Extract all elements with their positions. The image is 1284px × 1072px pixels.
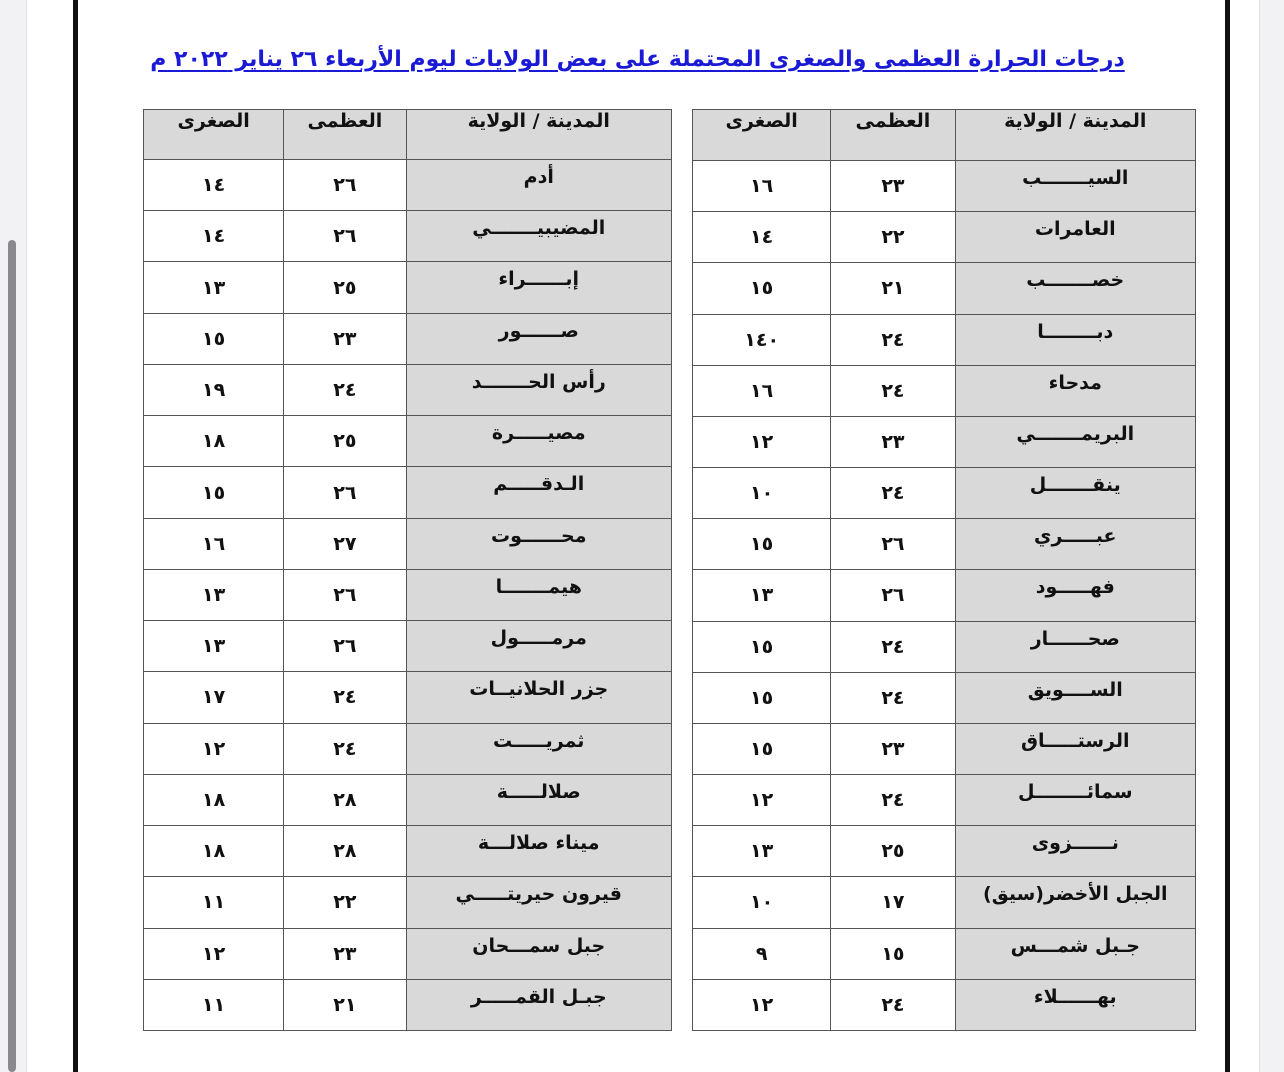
max-temp-cell: ٢٦ bbox=[284, 569, 406, 620]
min-temp-cell: ١٨ bbox=[144, 416, 284, 467]
max-temp-cell: ٢٣ bbox=[831, 416, 955, 467]
min-temp-cell: ١٢ bbox=[144, 723, 284, 774]
max-temp-cell: ٢٣ bbox=[831, 161, 955, 212]
city-cell: جزر الحلانيــات bbox=[406, 672, 672, 723]
min-temp-cell: ١٤ bbox=[144, 211, 284, 262]
table-row bbox=[144, 826, 672, 877]
temperature-table-left bbox=[143, 109, 672, 1031]
city-cell: ينقـــــــل bbox=[955, 468, 1195, 519]
min-temp-cell: ١٩ bbox=[144, 364, 284, 415]
table-row bbox=[693, 212, 1196, 263]
city-cell: الـدقـــــم bbox=[406, 467, 672, 518]
city-cell: ميناء صلالـــة bbox=[406, 826, 672, 877]
max-temp-cell: ٢٤ bbox=[831, 672, 955, 723]
city-cell: إبــــــراء bbox=[406, 262, 672, 313]
min-temp-cell: ١٥ bbox=[144, 313, 284, 364]
header-max: العظمى bbox=[831, 110, 955, 161]
max-temp-cell: ٢٧ bbox=[284, 518, 406, 569]
table-row bbox=[144, 262, 672, 313]
max-temp-cell: ٢٦ bbox=[284, 467, 406, 518]
temperature-table-right bbox=[692, 109, 1196, 1031]
city-cell: هيمـــــــا bbox=[406, 569, 672, 620]
max-temp-cell: ٢٢ bbox=[284, 877, 406, 928]
city-cell: عبـــــري bbox=[955, 519, 1195, 570]
min-temp-cell: ١٢ bbox=[144, 928, 284, 979]
header-city: المدينة / الولاية bbox=[406, 110, 672, 160]
city-cell: مرمـــــول bbox=[406, 621, 672, 672]
min-temp-cell: ١٣ bbox=[144, 621, 284, 672]
min-temp-cell: ١٥ bbox=[693, 519, 831, 570]
document-title: درجات الحرارة العظمى والصغرى المحتملة على بعض الولايات ليوم الأربعاء ٢٦ يناير ٢٠٢٢ م bbox=[150, 47, 1125, 72]
max-temp-cell: ٢٤ bbox=[831, 621, 955, 672]
max-temp-cell: ٢٥ bbox=[831, 826, 955, 877]
min-temp-cell: ١٨ bbox=[144, 774, 284, 825]
table-row bbox=[693, 672, 1196, 723]
max-temp-cell: ٢٤ bbox=[284, 364, 406, 415]
header-max: العظمى bbox=[284, 110, 406, 160]
max-temp-cell: ٢٤ bbox=[831, 314, 955, 365]
city-cell: المضيبيـــــــي bbox=[406, 211, 672, 262]
min-temp-cell: ١٥ bbox=[693, 263, 831, 314]
header-min: الصغرى bbox=[144, 110, 284, 160]
table-row bbox=[693, 877, 1196, 928]
min-temp-cell: ١٢ bbox=[693, 979, 831, 1030]
city-cell: دبــــــــا bbox=[955, 314, 1195, 365]
max-temp-cell: ٢٦ bbox=[284, 211, 406, 262]
header-city: المدينة / الولاية bbox=[955, 110, 1195, 161]
city-cell: البريمـــــــي bbox=[955, 416, 1195, 467]
city-cell: السيـــــــب bbox=[955, 161, 1195, 212]
table-row bbox=[144, 160, 672, 211]
max-temp-cell: ٢٦ bbox=[284, 621, 406, 672]
max-temp-cell: ٢٤ bbox=[831, 775, 955, 826]
min-temp-cell: ٩ bbox=[693, 928, 831, 979]
city-cell: نــــــزوى bbox=[955, 826, 1195, 877]
max-temp-cell: ٢١ bbox=[831, 263, 955, 314]
max-temp-cell: ٢٢ bbox=[831, 212, 955, 263]
max-temp-cell: ٢٤ bbox=[831, 365, 955, 416]
table-row bbox=[693, 519, 1196, 570]
min-temp-cell: ١٦ bbox=[144, 518, 284, 569]
table-row bbox=[144, 364, 672, 415]
max-temp-cell: ٢٤ bbox=[284, 723, 406, 774]
table-row bbox=[144, 416, 672, 467]
city-cell: جبـل القمـــــر bbox=[406, 979, 672, 1030]
min-temp-cell: ١٥ bbox=[693, 672, 831, 723]
max-temp-cell: ٢٣ bbox=[831, 723, 955, 774]
table-row bbox=[144, 569, 672, 620]
table-row bbox=[693, 979, 1196, 1030]
city-cell: خصـــــــب bbox=[955, 263, 1195, 314]
min-temp-cell: ١٨ bbox=[144, 826, 284, 877]
city-cell: ثمريـــــت bbox=[406, 723, 672, 774]
city-cell: العامرات bbox=[955, 212, 1195, 263]
city-cell: محــــــوت bbox=[406, 518, 672, 569]
table-row bbox=[693, 775, 1196, 826]
min-temp-cell: ١٦ bbox=[693, 365, 831, 416]
city-cell: سمائــــــــل bbox=[955, 775, 1195, 826]
table-row bbox=[693, 365, 1196, 416]
table-row bbox=[693, 723, 1196, 774]
table-row bbox=[693, 468, 1196, 519]
city-cell: جبل سمـــحان bbox=[406, 928, 672, 979]
min-temp-cell: ١٥ bbox=[693, 723, 831, 774]
table-row bbox=[693, 161, 1196, 212]
min-temp-cell: ١٤ bbox=[144, 160, 284, 211]
min-temp-cell: ١١ bbox=[144, 877, 284, 928]
max-temp-cell: ٢٨ bbox=[284, 826, 406, 877]
city-cell: صحــــــار bbox=[955, 621, 1195, 672]
max-temp-cell: ٢٥ bbox=[284, 262, 406, 313]
city-cell: بهــــــلاء bbox=[955, 979, 1195, 1030]
city-cell: الســــويق bbox=[955, 672, 1195, 723]
table-row bbox=[144, 723, 672, 774]
city-cell: صــــــور bbox=[406, 313, 672, 364]
min-temp-cell: ١٣ bbox=[144, 569, 284, 620]
city-cell: الرستـــــاق bbox=[955, 723, 1195, 774]
table-row bbox=[144, 313, 672, 364]
max-temp-cell: ١٧ bbox=[831, 877, 955, 928]
max-temp-cell: ٢٦ bbox=[284, 160, 406, 211]
max-temp-cell: ٢٤ bbox=[284, 672, 406, 723]
table-row bbox=[693, 263, 1196, 314]
table-row bbox=[144, 672, 672, 723]
city-cell: أدم bbox=[406, 160, 672, 211]
min-temp-cell: ١٣ bbox=[693, 570, 831, 621]
table-row bbox=[144, 774, 672, 825]
min-temp-cell: ١٠ bbox=[693, 468, 831, 519]
table-row bbox=[144, 211, 672, 262]
max-temp-cell: ٢٣ bbox=[284, 313, 406, 364]
table-row bbox=[693, 928, 1196, 979]
min-temp-cell: ١٥ bbox=[693, 621, 831, 672]
table-row bbox=[693, 314, 1196, 365]
min-temp-cell: ١٢ bbox=[693, 416, 831, 467]
min-temp-cell: ١٣ bbox=[693, 826, 831, 877]
table-row bbox=[693, 621, 1196, 672]
header-min: الصغرى bbox=[693, 110, 831, 161]
table-row bbox=[144, 621, 672, 672]
scrollbar[interactable] bbox=[8, 240, 16, 1072]
max-temp-cell: ٢١ bbox=[284, 979, 406, 1030]
city-cell: مصيـــــرة bbox=[406, 416, 672, 467]
table-row bbox=[144, 979, 672, 1030]
min-temp-cell: ١٧ bbox=[144, 672, 284, 723]
table-row bbox=[693, 416, 1196, 467]
max-temp-cell: ٢٣ bbox=[284, 928, 406, 979]
city-cell: فهـــــود bbox=[955, 570, 1195, 621]
max-temp-cell: ٢٦ bbox=[831, 570, 955, 621]
table-row bbox=[693, 826, 1196, 877]
table-row bbox=[693, 570, 1196, 621]
min-temp-cell: ١٠ bbox=[693, 877, 831, 928]
min-temp-cell: ١٦ bbox=[693, 161, 831, 212]
max-temp-cell: ٢٨ bbox=[284, 774, 406, 825]
min-temp-cell: ١٥ bbox=[144, 467, 284, 518]
table-row bbox=[144, 518, 672, 569]
table-row bbox=[144, 467, 672, 518]
max-temp-cell: ٢٦ bbox=[831, 519, 955, 570]
city-cell: الجبل الأخضر(سيق) bbox=[955, 877, 1195, 928]
max-temp-cell: ٢٥ bbox=[284, 416, 406, 467]
city-cell: جـبل شمـــس bbox=[955, 928, 1195, 979]
city-cell: مدحاء bbox=[955, 365, 1195, 416]
min-temp-cell: ١٣ bbox=[144, 262, 284, 313]
city-cell: رأس الحـــــــد bbox=[406, 364, 672, 415]
max-temp-cell: ١٥ bbox=[831, 928, 955, 979]
min-temp-cell: ١٤ bbox=[693, 212, 831, 263]
min-temp-cell: ١٤٠ bbox=[693, 314, 831, 365]
max-temp-cell: ٢٤ bbox=[831, 979, 955, 1030]
min-temp-cell: ١١ bbox=[144, 979, 284, 1030]
max-temp-cell: ٢٤ bbox=[831, 468, 955, 519]
min-temp-cell: ١٢ bbox=[693, 775, 831, 826]
table-row bbox=[144, 928, 672, 979]
city-cell: قيرون حيريتـــــي bbox=[406, 877, 672, 928]
table-row bbox=[144, 877, 672, 928]
city-cell: صلالـــــة bbox=[406, 774, 672, 825]
